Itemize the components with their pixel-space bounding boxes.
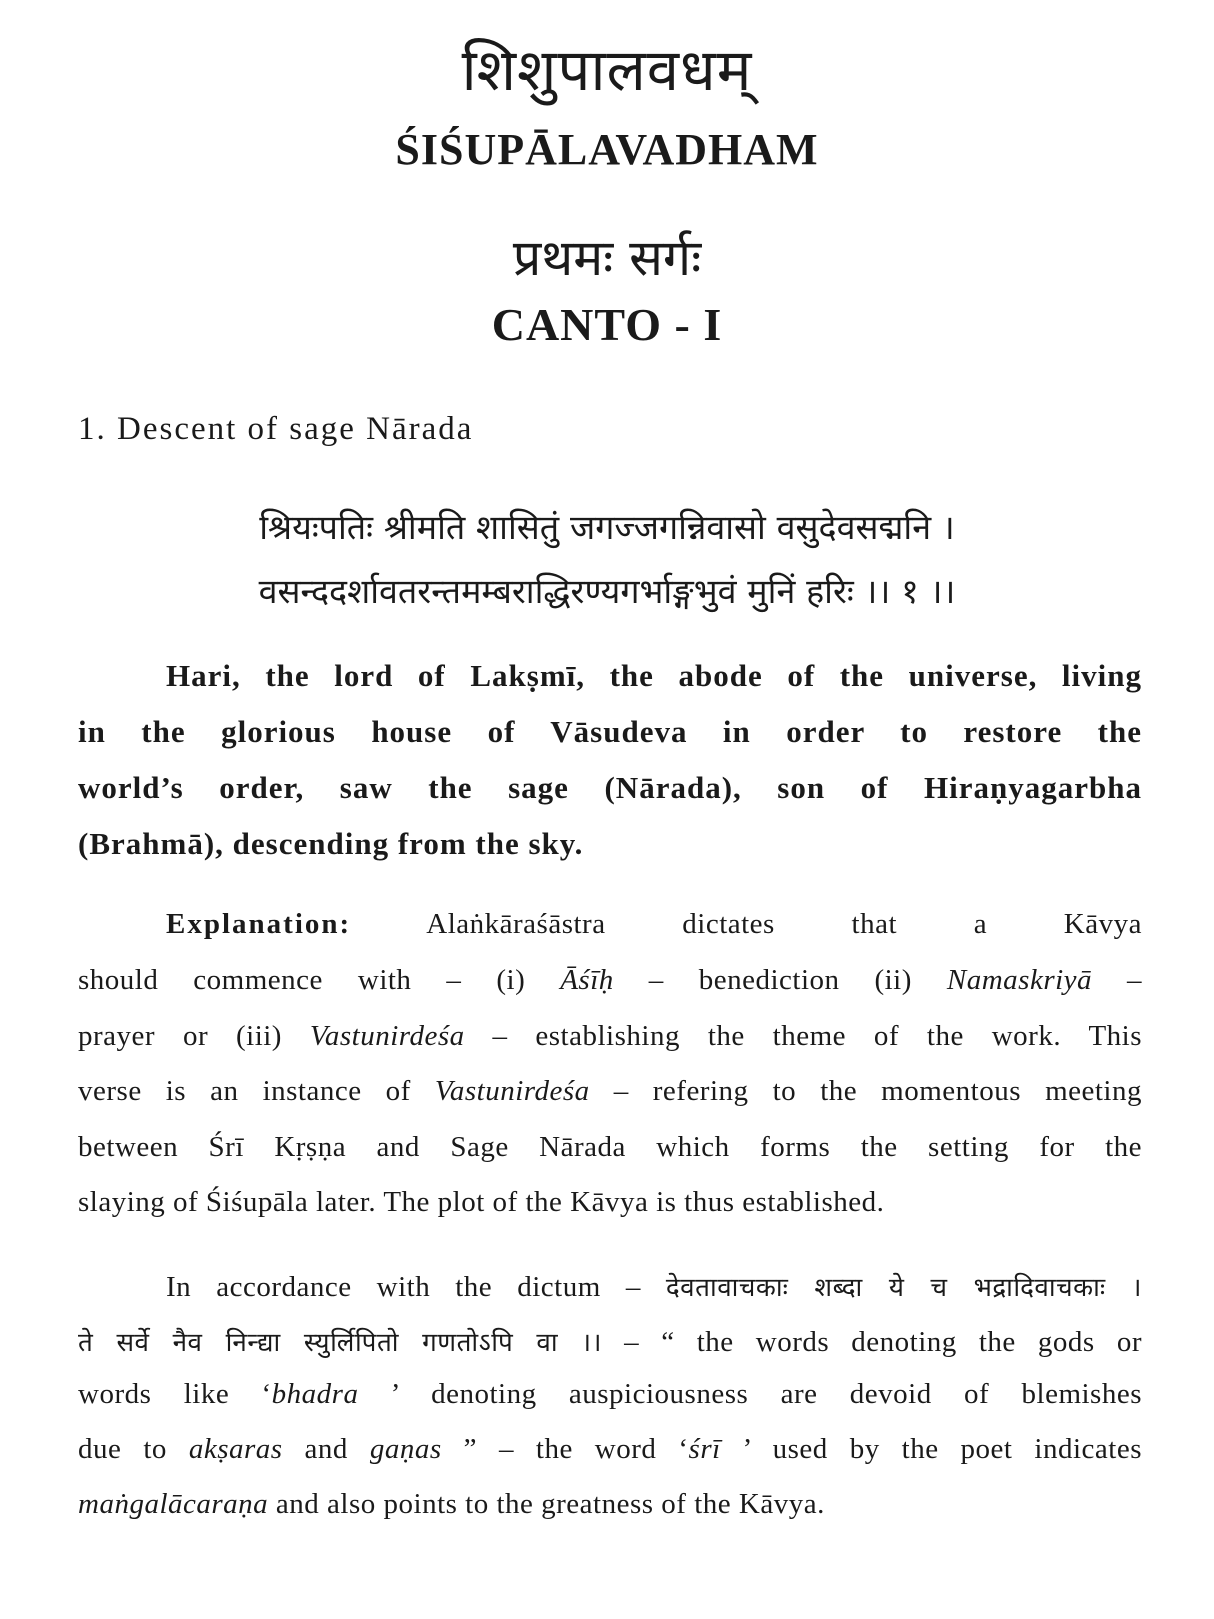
verse-line-2: वसन्ददर्शावतरन्तमम्बराद्धिरण्यगर्भाङ्गभुवं मुनिं हरिः ।। १ ।।	[258, 572, 956, 612]
text-span: verse is an instance of	[78, 1075, 435, 1107]
italic-term: Vastunirdeśa	[434, 1075, 590, 1107]
italic-term: maṅgalācaraṇa	[78, 1488, 269, 1520]
explanation-line-3	[78, 1020, 1142, 1053]
text-span: and	[282, 1433, 370, 1465]
verse-line-1: श्रियःपतिः श्रीमति शासितुं जगज्जगन्निवासो वसुदेवसद्मनि ।	[259, 508, 955, 548]
sanskrit-quote: ते सर्वे नैव निन्द्या स्युर्लिपितो गणतोऽपि वा ।।	[78, 1328, 602, 1358]
translation-line-4: (Brahmā), descending from the sky.	[78, 826, 584, 861]
section-heading: 1. Descent of sage Nārada	[78, 411, 474, 447]
title-roman: ŚIŚUPĀLAVADHAM	[395, 125, 819, 174]
explanation-line-6: slaying of Śiśupāla later. The plot of the Kāvya is thus established.	[78, 1186, 885, 1218]
canto-roman: CANTO - I	[491, 299, 723, 350]
italic-term: bhadra	[271, 1378, 359, 1410]
italic-term: Vastunirdeśa	[309, 1020, 465, 1052]
translation-line-2: in the glorious house of Vāsudeva in order to restore the	[78, 714, 1142, 749]
italic-term: Āśīḥ	[560, 964, 614, 996]
text-span: due to	[78, 1433, 189, 1465]
text-span: ’ denoting auspiciousness are devoid of blemishes	[358, 1378, 1143, 1410]
text-span: – benediction (ii)	[613, 964, 947, 996]
text-span: and also points to the greatness of the Kāvya.	[268, 1488, 825, 1520]
text-span: prayer or (iii)	[78, 1020, 310, 1052]
dictum-line-2	[78, 1323, 1142, 1359]
translation-line-1: Hari, the lord of Lakṣmī, the abode of the universe, living	[166, 658, 1142, 693]
text-span: ” – the word ‘	[441, 1433, 689, 1465]
text-span: – establishing the theme of the work. This	[464, 1020, 1142, 1052]
translation-line-3: world’s order, saw the sage (Nārada), son of Hiraṇyagarbha	[78, 770, 1142, 805]
explanation-line-2	[78, 964, 1142, 997]
text-span: – “ the words denoting the gods or	[601, 1326, 1142, 1358]
italic-term: Namaskriyā	[946, 964, 1093, 996]
dictum-line-1	[166, 1268, 1142, 1304]
text-span: should commence with – (i)	[78, 964, 561, 996]
italic-term: gaṇas	[369, 1433, 442, 1465]
text-span: – refering to the momentous meeting	[589, 1075, 1142, 1107]
explanation-line-5: between Śrī Kṛṣṇa and Sage Nārada which forms the setting for the	[78, 1131, 1142, 1163]
text-span: ’ used by the poet indicates	[720, 1433, 1143, 1465]
explanation-line-1	[166, 908, 1142, 941]
explanation-text: Alaṅkāraśāstra dictates that a Kāvya	[351, 908, 1142, 940]
text-span: –	[1092, 964, 1143, 996]
explanation-label: Explanation:	[166, 908, 352, 940]
explanation-line-4	[78, 1075, 1142, 1108]
sanskrit-quote: देवतावाचकाः शब्दा ये च भद्रादिवाचकाः ।	[665, 1273, 1142, 1303]
text-span: words like ‘	[78, 1378, 272, 1410]
dictum-line-4	[78, 1433, 1142, 1466]
title-devanagari: शिशुपालवधम्	[461, 36, 753, 104]
text-span: In accordance with the dictum –	[166, 1271, 666, 1303]
dictum-line-5	[78, 1488, 1142, 1521]
italic-term: akṣaras	[188, 1433, 283, 1465]
canto-devanagari: प्रथमः सर्गः	[512, 229, 702, 287]
dictum-line-3	[78, 1378, 1142, 1411]
italic-term: śrī	[688, 1433, 721, 1465]
